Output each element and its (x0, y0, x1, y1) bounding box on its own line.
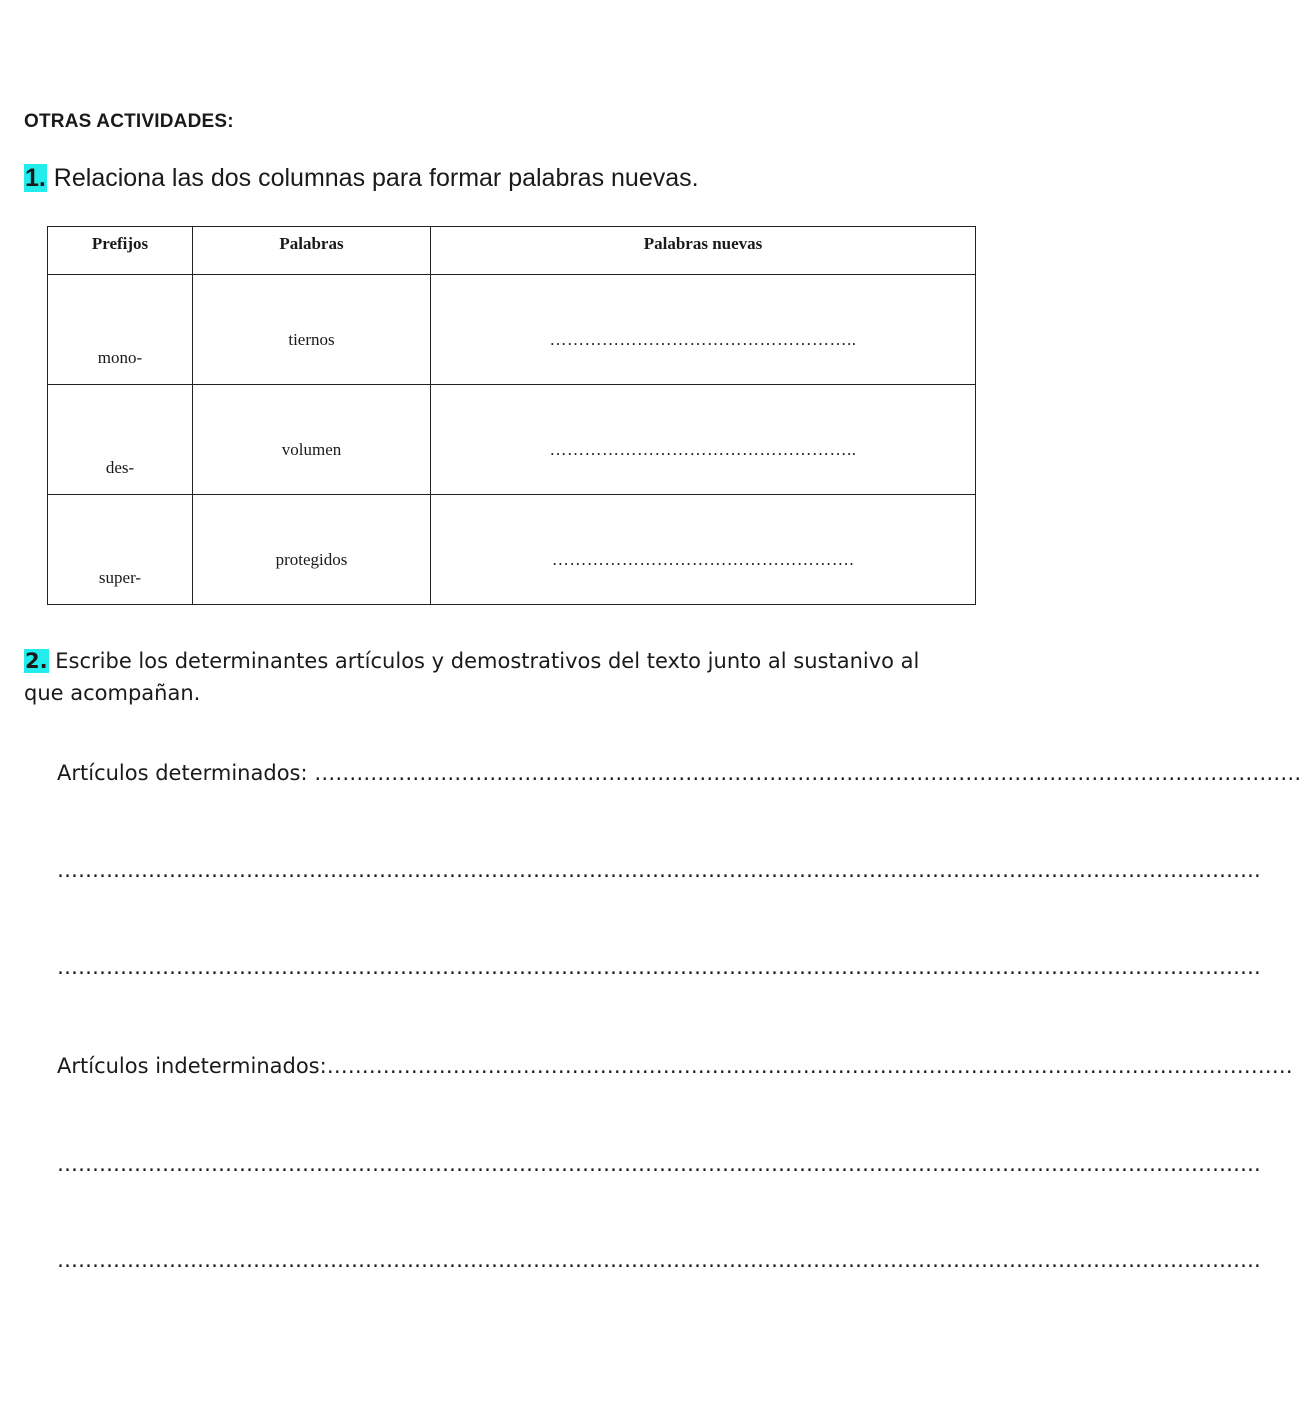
exercise-2-instruction (24, 645, 964, 709)
word-text: protegidos (275, 550, 348, 569)
blank-line[interactable] (57, 856, 1261, 884)
table-row (48, 385, 976, 495)
exercise-1-instruction (24, 164, 699, 193)
exercise-1-number: 1. (25, 164, 46, 192)
indeterminados-dots: ………………………………………………………………………………………………………………………… (326, 1054, 1293, 1078)
determinados-label: Artículos determinados: (57, 761, 315, 785)
determinados-dots: …………………………………………………………………………………………………………………………… (314, 761, 1301, 785)
prefix-cell (48, 495, 193, 605)
exercise-2-text: Escribe los determinantes artículos y demostrativos del texto junto al sustanivo al que acompañan. (24, 649, 920, 705)
table-header-row (48, 227, 976, 275)
answer-cell[interactable] (431, 495, 976, 605)
word-cell (193, 385, 431, 495)
prefix-cell (48, 385, 193, 495)
blank-dots: ………………………………………………………………………………………………………………………………………………………. (57, 1248, 1261, 1272)
word-text: volumen (281, 440, 342, 459)
header-prefijos: Prefijos (48, 227, 193, 275)
section-heading: OTRAS ACTIVIDADES: (24, 111, 234, 132)
answer-cell[interactable] (431, 275, 976, 385)
word-cell (193, 495, 431, 605)
blank-dots: ………………………………………………………………………………………………………………………………………………………. (57, 1152, 1261, 1176)
header-palabras: Palabras (193, 227, 431, 275)
prefix-cell (48, 275, 193, 385)
blank-line[interactable] (57, 1150, 1261, 1178)
exercise-2-number: 2. (25, 649, 48, 673)
answer-blank: ……………………………………………. (551, 550, 855, 569)
prefix-text: des- (105, 458, 135, 477)
word-cell (193, 275, 431, 385)
indeterminados-label: Artículos indeterminados: (57, 1054, 327, 1078)
prefix-table (47, 226, 976, 605)
table-row (48, 495, 976, 605)
blank-line[interactable] (57, 1246, 1261, 1274)
answer-blank: …………………………………………….. (549, 440, 857, 459)
word-text: tiernos (288, 330, 335, 349)
blank-dots: ………………………………………………………………………………………………………………………………………………………. (57, 955, 1261, 979)
prefix-text: mono- (97, 348, 143, 367)
indeterminados-line[interactable] (57, 1052, 1293, 1080)
blank-dots: ………………………………………………………………………………………………………………………………………………………. (57, 858, 1261, 882)
determinados-line[interactable] (57, 759, 1301, 787)
prefix-text: super- (98, 568, 142, 587)
answer-blank: …………………………………………….. (549, 330, 857, 349)
exercise-1-text: Relaciona las dos columnas para formar palabras nuevas. (46, 164, 699, 192)
table-row (48, 275, 976, 385)
answer-cell[interactable] (431, 385, 976, 495)
header-palabras-nuevas: Palabras nuevas (431, 227, 976, 275)
blank-line[interactable] (57, 953, 1261, 981)
